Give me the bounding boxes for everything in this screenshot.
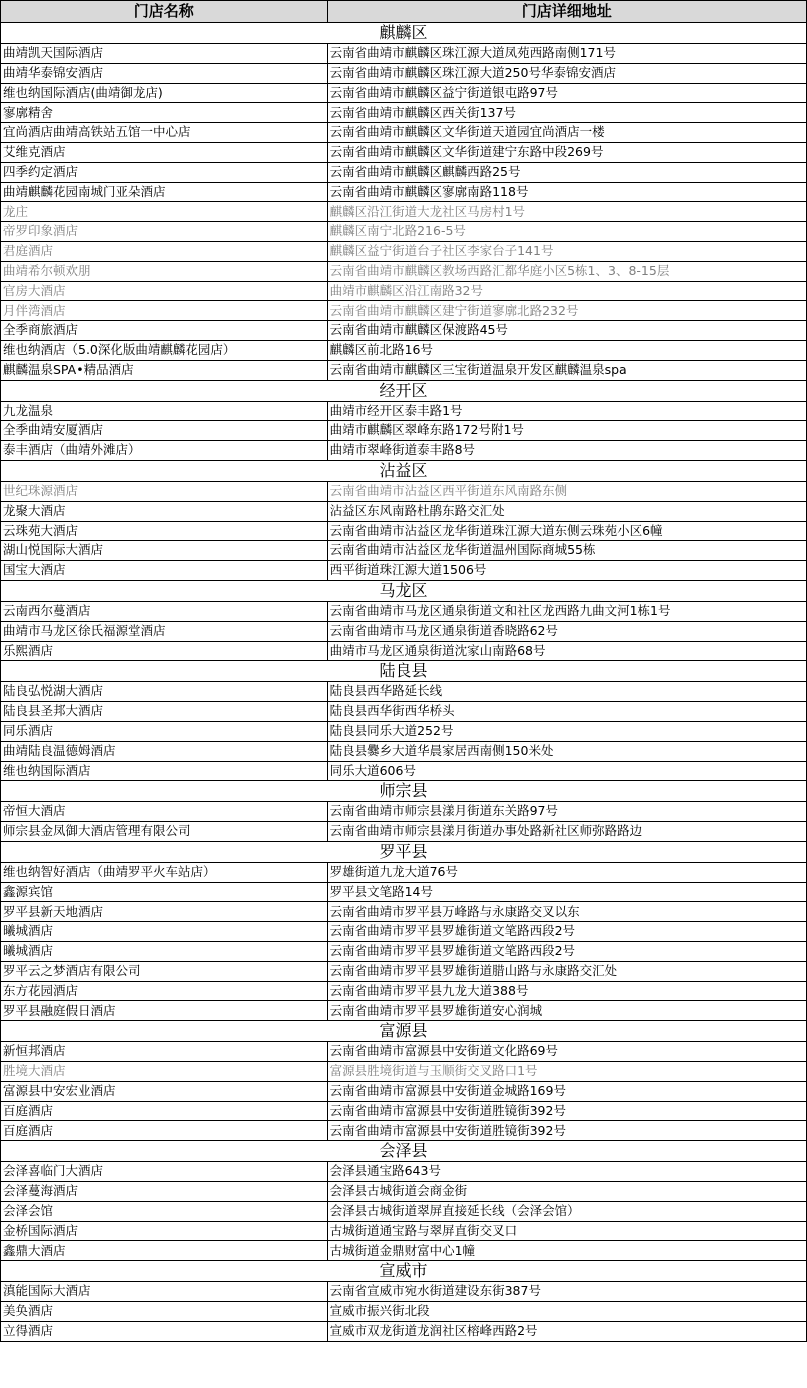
store-name-cell: 维也纳国际酒店 xyxy=(1,762,328,781)
store-address-cell: 陆良县西华路延长线 xyxy=(328,682,807,701)
store-name-cell: 胜境大酒店 xyxy=(1,1062,328,1081)
district-row xyxy=(1,661,807,682)
store-name-cell: 维也纳国际酒店(曲靖御龙店) xyxy=(1,84,328,103)
district-row xyxy=(1,381,807,402)
district-row xyxy=(1,1021,807,1042)
store-address-cell: 云南省曲靖市麒麟区建宁街道寥廓北路232号 xyxy=(328,301,807,320)
store-address-cell: 云南省曲靖市罗平县万峰路与永康路交叉以东 xyxy=(328,902,807,921)
store-name-cell: 麒麟温泉SPA•精品酒店 xyxy=(1,361,328,380)
store-name-cell: 同乐酒店 xyxy=(1,722,328,741)
store-address-cell: 云南省曲靖市麒麟区益宁街道银屯路97号 xyxy=(328,84,807,103)
table-row xyxy=(1,341,807,361)
table-row xyxy=(1,822,807,842)
store-address-cell: 云南省曲靖市师宗县漾月街道办事处路新社区师弥路路边 xyxy=(328,822,807,841)
district-name: 师宗县 xyxy=(1,781,807,801)
table-row xyxy=(1,1042,807,1062)
header-store-name: 门店名称 xyxy=(1,1,328,22)
district-row xyxy=(1,1261,807,1282)
table-row xyxy=(1,942,807,962)
store-address-cell: 曲靖市经开区泰丰路1号 xyxy=(328,402,807,421)
table-row xyxy=(1,402,807,422)
table-header-row xyxy=(1,1,807,23)
store-name-cell: 国宝大酒店 xyxy=(1,561,328,580)
table-row xyxy=(1,962,807,982)
table-row xyxy=(1,321,807,341)
store-address-cell: 云南省曲靖市富源县中安街道金城路169号 xyxy=(328,1082,807,1101)
store-name-cell: 会泽喜临门大酒店 xyxy=(1,1162,328,1181)
store-address-cell: 会泽县古城街道会商金街 xyxy=(328,1182,807,1201)
district-row xyxy=(1,461,807,482)
store-name-cell: 美奂酒店 xyxy=(1,1302,328,1321)
store-address-cell: 云南省曲靖市罗平县罗雄街道文笔路西段2号 xyxy=(328,922,807,941)
table-row xyxy=(1,1162,807,1182)
table-row xyxy=(1,982,807,1002)
table-row xyxy=(1,1222,807,1242)
table-row xyxy=(1,722,807,742)
store-name-cell: 君庭酒店 xyxy=(1,242,328,261)
store-address-cell: 云南省曲靖市麒麟区文华街道天道园宜尚酒店一楼 xyxy=(328,123,807,142)
table-row xyxy=(1,622,807,642)
store-address-cell: 会泽县古城街道翠屏直接延长线（会泽会馆） xyxy=(328,1202,807,1221)
store-address-cell: 云南省曲靖市罗平县罗雄街道安心润城 xyxy=(328,1001,807,1020)
table-row xyxy=(1,84,807,104)
store-address-cell: 云南省曲靖市马龙区通泉街道文和社区龙西路九曲文河1栋1号 xyxy=(328,602,807,621)
store-address-cell: 古城街道通宝路与翠屏直街交叉口 xyxy=(328,1222,807,1241)
table-row xyxy=(1,1182,807,1202)
store-name-cell: 月伴湾酒店 xyxy=(1,301,328,320)
district-name: 宣威市 xyxy=(1,1261,807,1281)
store-address-cell: 曲靖市马龙区通泉街道沈家山南路68号 xyxy=(328,642,807,661)
district-name: 罗平县 xyxy=(1,842,807,862)
store-name-cell: 新恒邦酒店 xyxy=(1,1042,328,1061)
store-address-cell: 同乐大道606号 xyxy=(328,762,807,781)
store-address-cell: 云南省曲靖市沾益区龙华街道温州国际商城55栋 xyxy=(328,541,807,560)
store-address-cell: 云南省曲靖市麒麟区寥廓南路118号 xyxy=(328,183,807,202)
store-name-cell: 曲靖凯天国际酒店 xyxy=(1,44,328,63)
table-row xyxy=(1,163,807,183)
table-row xyxy=(1,742,807,762)
store-name-cell: 罗平县融庭假日酒店 xyxy=(1,1001,328,1020)
store-address-cell: 云南省曲靖市麒麟区文华街道建宁东路中段269号 xyxy=(328,143,807,162)
store-name-cell: 滇能国际大酒店 xyxy=(1,1282,328,1301)
store-name-cell: 富源县中安宏业酒店 xyxy=(1,1082,328,1101)
store-name-cell: 会泽会馆 xyxy=(1,1202,328,1221)
table-row xyxy=(1,1102,807,1122)
store-name-cell: 龙庄 xyxy=(1,202,328,221)
table-row xyxy=(1,541,807,561)
table-row xyxy=(1,702,807,722)
table-row xyxy=(1,44,807,64)
store-address-cell: 云南省曲靖市麒麟区珠江源大道凤苑西路南侧171号 xyxy=(328,44,807,63)
store-name-cell: 湖山悦国际大酒店 xyxy=(1,541,328,560)
store-address-cell: 云南省曲靖市马龙区通泉街道香晓路62号 xyxy=(328,622,807,641)
table-row xyxy=(1,902,807,922)
store-address-cell: 麒麟区益宁街道台子社区李家台子141号 xyxy=(328,242,807,261)
store-name-cell: 罗平县新天地酒店 xyxy=(1,902,328,921)
store-name-cell: 维也纳智好酒店（曲靖罗平火车站店） xyxy=(1,863,328,882)
table-row xyxy=(1,143,807,163)
table-row xyxy=(1,883,807,903)
store-address-cell: 麒麟区南宁北路216-5号 xyxy=(328,222,807,241)
table-row xyxy=(1,262,807,282)
district-name: 富源县 xyxy=(1,1021,807,1041)
store-address-cell: 云南省曲靖市麒麟区珠江源大道250号华泰锦安酒店 xyxy=(328,64,807,83)
store-name-cell: 立得酒店 xyxy=(1,1322,328,1341)
table-row xyxy=(1,602,807,622)
store-address-cell: 富源县胜境街道与玉顺街交叉路口1号 xyxy=(328,1062,807,1081)
store-name-cell: 寥廓精舍 xyxy=(1,103,328,122)
table-row xyxy=(1,421,807,441)
table-row xyxy=(1,301,807,321)
district-row xyxy=(1,842,807,863)
store-address-cell: 云南省曲靖市沾益区龙华街道珠江源大道东侧云珠苑小区6幢 xyxy=(328,522,807,541)
table-row xyxy=(1,441,807,461)
store-name-cell: 宜尚酒店曲靖高铁站五馆一中心店 xyxy=(1,123,328,142)
store-name-cell: 陆良弘悦湖大酒店 xyxy=(1,682,328,701)
store-address-cell: 麒麟区沿江街道大龙社区马房村1号 xyxy=(328,202,807,221)
district-name: 会泽县 xyxy=(1,1141,807,1161)
store-address-cell: 云南省曲靖市罗平县九龙大道388号 xyxy=(328,982,807,1001)
store-name-cell: 东方花园酒店 xyxy=(1,982,328,1001)
store-name-cell: 九龙温泉 xyxy=(1,402,328,421)
store-address-cell: 云南省曲靖市罗平县罗雄街道腊山路与永康路交汇处 xyxy=(328,962,807,981)
district-row xyxy=(1,581,807,602)
store-address-cell: 云南省曲靖市师宗县漾月街道东关路97号 xyxy=(328,802,807,821)
store-name-cell: 曲靖麒麟花园南城门亚朵酒店 xyxy=(1,183,328,202)
district-row xyxy=(1,1141,807,1162)
store-name-cell: 艾维克酒店 xyxy=(1,143,328,162)
district-name: 经开区 xyxy=(1,381,807,401)
district-row xyxy=(1,23,807,44)
store-name-cell: 乐熙酒店 xyxy=(1,642,328,661)
table-row xyxy=(1,482,807,502)
table-row xyxy=(1,802,807,822)
store-name-cell: 曦城酒店 xyxy=(1,922,328,941)
store-name-cell: 云南西尔蔓酒店 xyxy=(1,602,328,621)
store-address-cell: 罗雄街道九龙大道76号 xyxy=(328,863,807,882)
store-address-cell: 曲靖市麒麟区翠峰东路172号附1号 xyxy=(328,421,807,440)
store-name-cell: 帝恒大酒店 xyxy=(1,802,328,821)
store-name-cell: 罗平云之梦酒店有限公司 xyxy=(1,962,328,981)
store-address-cell: 云南省曲靖市富源县中安街道文化路69号 xyxy=(328,1042,807,1061)
store-address-cell: 古城街道金鼎财富中心1幢 xyxy=(328,1241,807,1260)
store-address-cell: 云南省曲靖市麒麟区教场西路汇都华庭小区5栋1、3、8-15层 xyxy=(328,262,807,281)
store-name-cell: 泰丰酒店（曲靖外滩店） xyxy=(1,441,328,460)
table-row xyxy=(1,863,807,883)
table-row xyxy=(1,522,807,542)
store-name-cell: 曦城酒店 xyxy=(1,942,328,961)
district-row xyxy=(1,781,807,802)
store-name-cell: 龙聚大酒店 xyxy=(1,502,328,521)
store-name-cell: 百庭酒店 xyxy=(1,1102,328,1121)
table-row xyxy=(1,222,807,242)
store-name-cell: 世纪珠源酒店 xyxy=(1,482,328,501)
store-address-cell: 云南省曲靖市富源县中安街道胜镜街392号 xyxy=(328,1102,807,1121)
table-row xyxy=(1,502,807,522)
table-row xyxy=(1,1082,807,1102)
store-name-cell: 曲靖希尔顿欢朋 xyxy=(1,262,328,281)
store-name-cell: 会泽蔓海酒店 xyxy=(1,1182,328,1201)
store-address-cell: 云南省曲靖市麒麟区西关街137号 xyxy=(328,103,807,122)
district-name: 沾益区 xyxy=(1,461,807,481)
table-row xyxy=(1,1001,807,1021)
district-name: 马龙区 xyxy=(1,581,807,601)
store-address-cell: 西平街道珠江源大道1506号 xyxy=(328,561,807,580)
store-name-cell: 四季约定酒店 xyxy=(1,163,328,182)
store-address-cell: 宣威市双龙街道龙润社区榕峰西路2号 xyxy=(328,1322,807,1341)
table-row xyxy=(1,682,807,702)
store-name-cell: 金桥国际酒店 xyxy=(1,1222,328,1241)
store-name-cell: 鑫源宾馆 xyxy=(1,883,328,902)
store-name-cell: 百庭酒店 xyxy=(1,1121,328,1140)
table-row xyxy=(1,1062,807,1082)
store-name-cell: 曲靖华泰锦安酒店 xyxy=(1,64,328,83)
store-address-cell: 云南省曲靖市沾益区西平街道东风南路东侧 xyxy=(328,482,807,501)
table-row xyxy=(1,1202,807,1222)
store-address-cell: 宣威市振兴街北段 xyxy=(328,1302,807,1321)
store-address-cell: 陆良县西华街西华桥头 xyxy=(328,702,807,721)
store-address-cell: 曲靖市麒麟区沿江南路32号 xyxy=(328,282,807,301)
table-row xyxy=(1,762,807,782)
table-row xyxy=(1,123,807,143)
table-row xyxy=(1,103,807,123)
store-name-cell: 鑫鼎大酒店 xyxy=(1,1241,328,1260)
store-address-cell: 云南省曲靖市麒麟区保渡路45号 xyxy=(328,321,807,340)
store-name-cell: 曲靖市马龙区徐氏福源堂酒店 xyxy=(1,622,328,641)
table-row xyxy=(1,1302,807,1322)
table-row xyxy=(1,242,807,262)
store-address-cell: 云南省宣威市宛水街道建设东街387号 xyxy=(328,1282,807,1301)
district-name: 陆良县 xyxy=(1,661,807,681)
table-row xyxy=(1,183,807,203)
table-row xyxy=(1,1241,807,1261)
store-address-cell: 曲靖市翠峰街道泰丰路8号 xyxy=(328,441,807,460)
store-name-cell: 官房大酒店 xyxy=(1,282,328,301)
store-name-cell: 曲靖陆良温德姆酒店 xyxy=(1,742,328,761)
table-body xyxy=(1,23,807,1342)
table-row xyxy=(1,922,807,942)
store-address-cell: 云南省曲靖市麒麟区麒麟西路25号 xyxy=(328,163,807,182)
table-row xyxy=(1,202,807,222)
store-address-cell: 陆良县同乐大道252号 xyxy=(328,722,807,741)
header-store-address: 门店详细地址 xyxy=(328,1,807,22)
store-address-cell: 云南省曲靖市富源县中安街道胜镜街392号 xyxy=(328,1121,807,1140)
district-name: 麒麟区 xyxy=(1,23,807,43)
store-address-cell: 云南省曲靖市罗平县罗雄街道文笔路西段2号 xyxy=(328,942,807,961)
table-row xyxy=(1,361,807,381)
table-row xyxy=(1,1282,807,1302)
table-row xyxy=(1,561,807,581)
store-address-cell: 会泽县通宝路643号 xyxy=(328,1162,807,1181)
table-row xyxy=(1,1121,807,1141)
store-address-cell: 罗平县文笔路14号 xyxy=(328,883,807,902)
store-name-cell: 维也纳酒店（5.0深化版曲靖麒麟花园店） xyxy=(1,341,328,360)
store-address-cell: 麒麟区前北路16号 xyxy=(328,341,807,360)
store-name-cell: 全季曲靖安厦酒店 xyxy=(1,421,328,440)
store-address-cell: 云南省曲靖市麒麟区三宝街道温泉开发区麒麟温泉spa xyxy=(328,361,807,380)
table-row xyxy=(1,282,807,302)
store-name-cell: 云珠苑大酒店 xyxy=(1,522,328,541)
store-name-cell: 陆良县圣邦大酒店 xyxy=(1,702,328,721)
store-name-cell: 全季商旅酒店 xyxy=(1,321,328,340)
table-row xyxy=(1,64,807,84)
store-name-cell: 帝罗印象酒店 xyxy=(1,222,328,241)
store-name-cell: 师宗县金凤御大酒店管理有限公司 xyxy=(1,822,328,841)
store-address-cell: 沾益区东风南路杜鹃东路交汇处 xyxy=(328,502,807,521)
table-row xyxy=(1,1322,807,1342)
store-address-cell: 陆良县爨乡大道华晨家居西南侧150米处 xyxy=(328,742,807,761)
table-row xyxy=(1,642,807,662)
